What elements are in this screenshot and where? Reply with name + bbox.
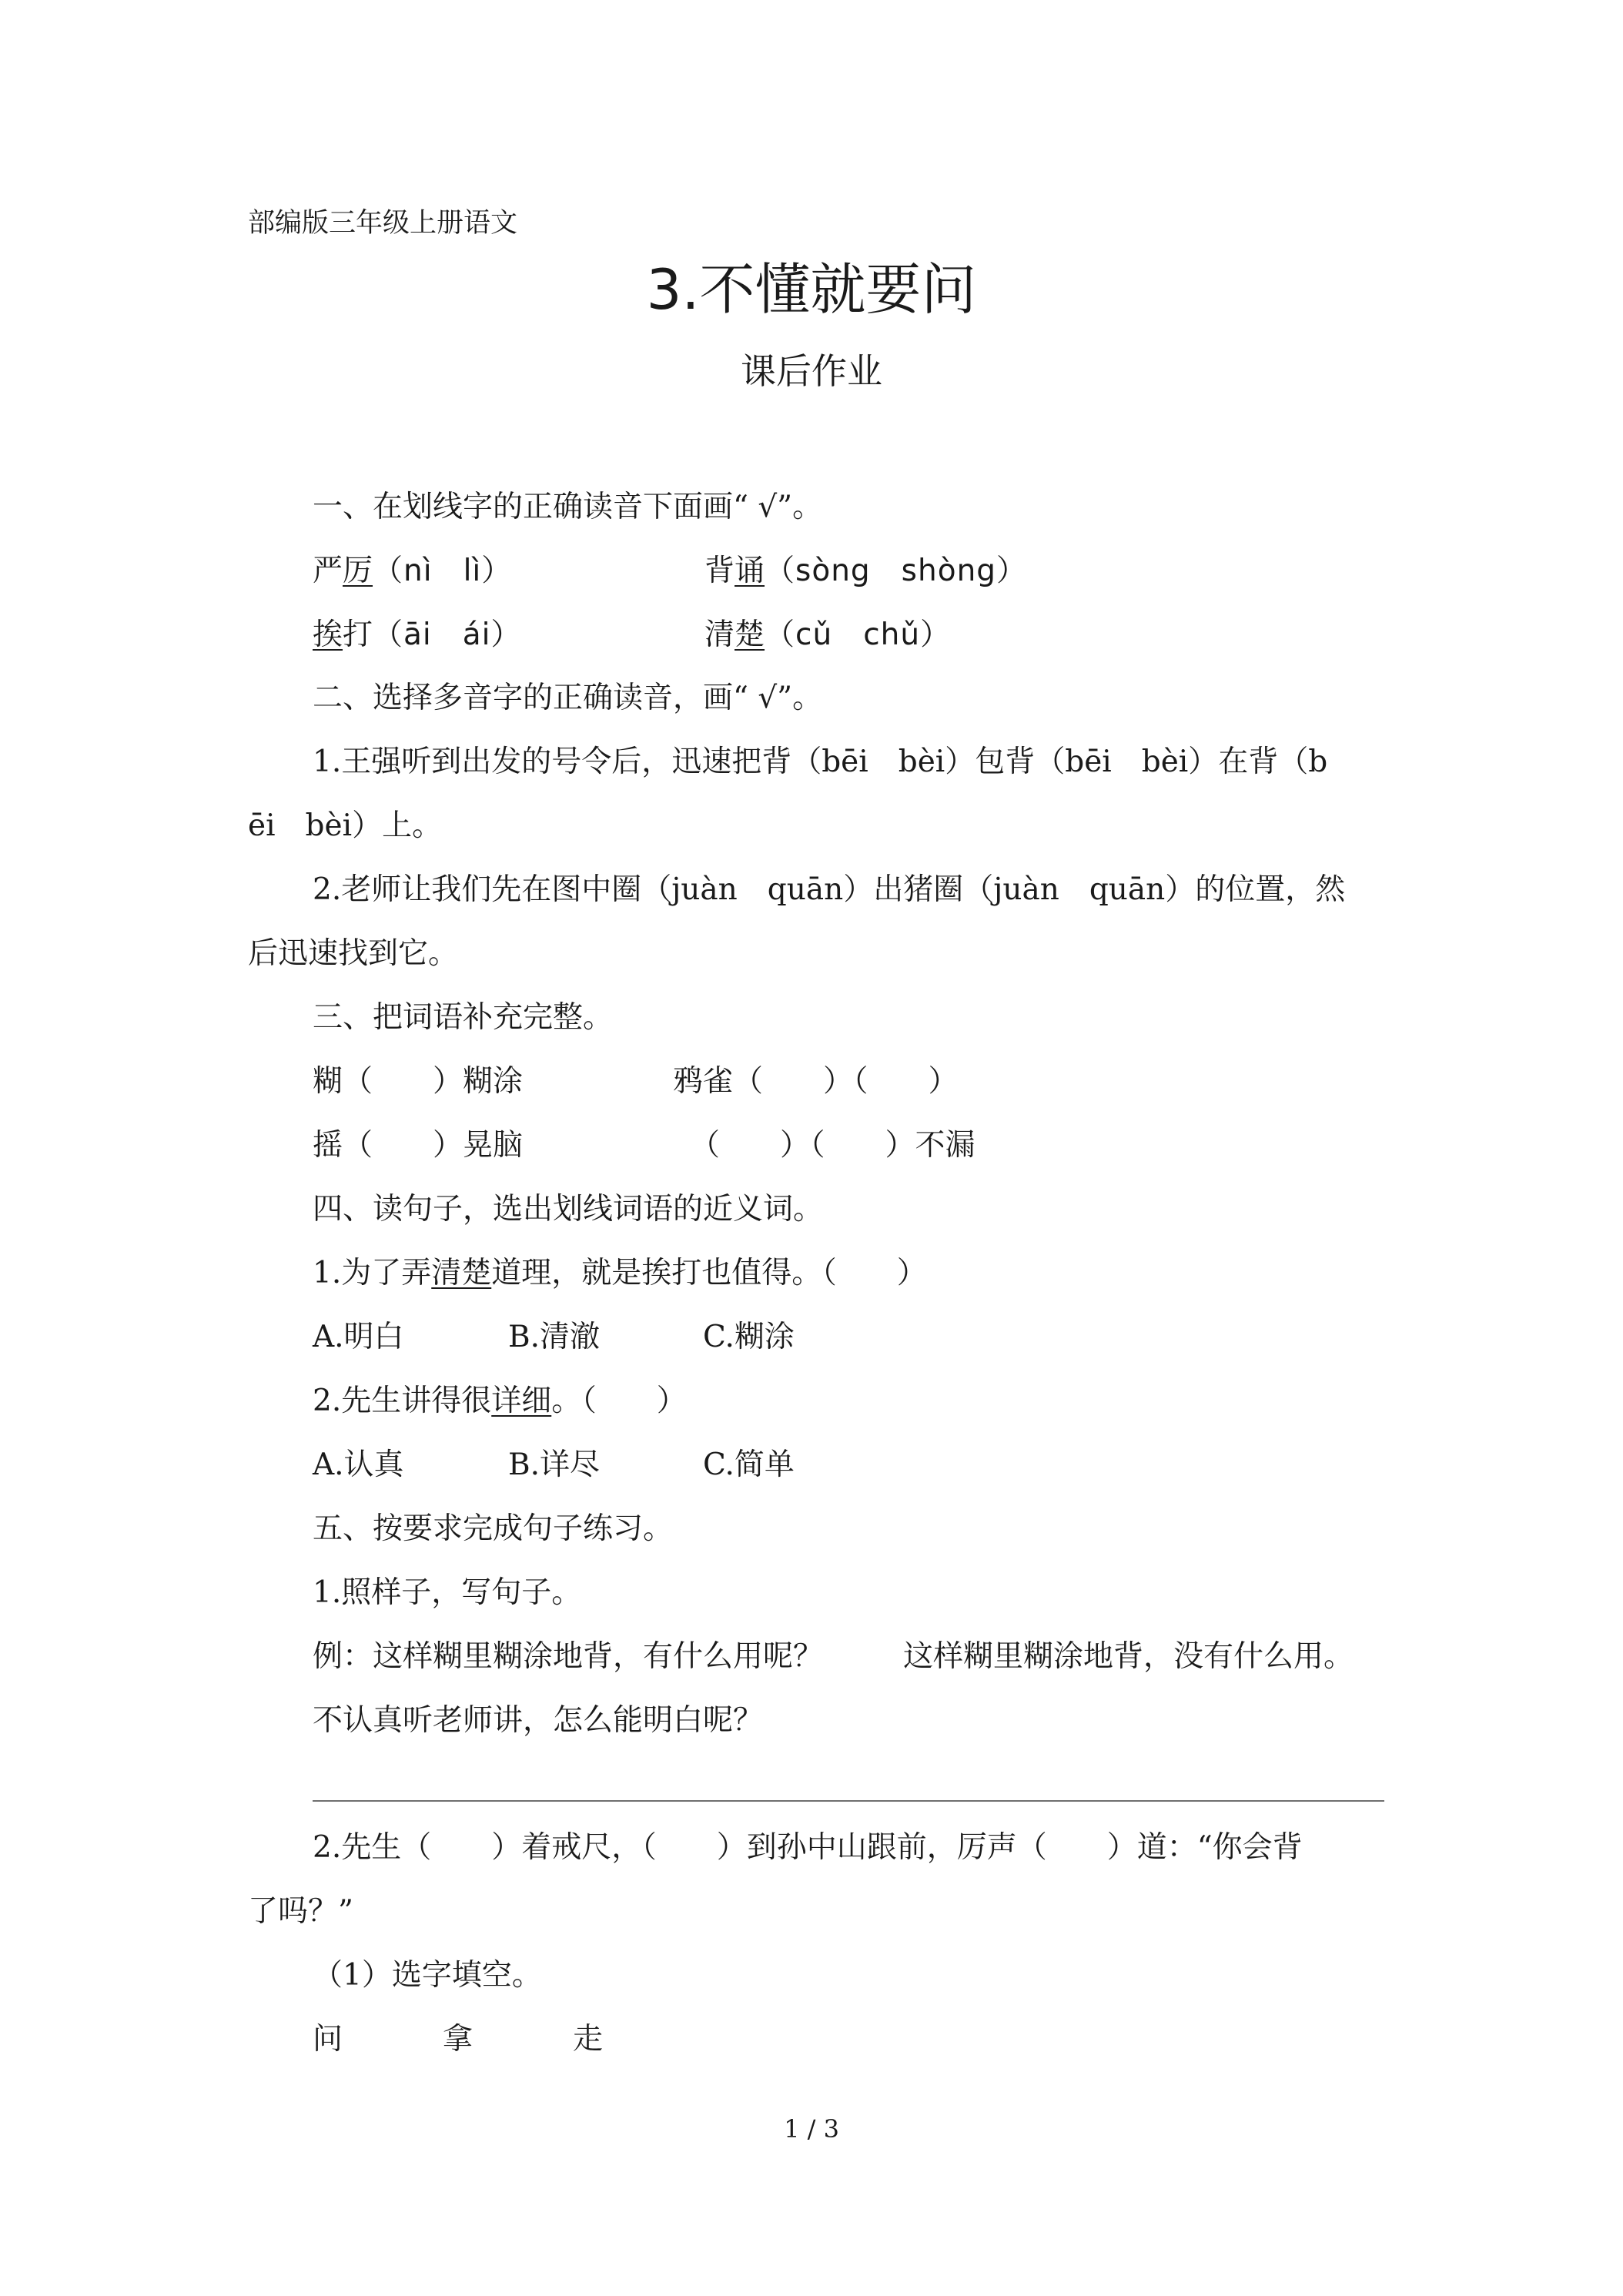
s4-question-1 xyxy=(313,1255,927,1292)
s1-item-2 xyxy=(704,553,1027,590)
s1-item-2-prefix: 背 xyxy=(704,554,735,588)
s1-item-3-suffix: 打 xyxy=(343,618,373,652)
s1-item-4-prefix: 清 xyxy=(704,618,735,652)
choice-word: 问 xyxy=(313,2022,343,2057)
s1-item-1-prefix: 严 xyxy=(313,554,343,588)
s1-item-2-underlined-char: 诵 xyxy=(735,554,765,588)
s4-q2-option-b: B.详尽 xyxy=(508,1448,601,1482)
section-4-heading: 四、读句子，选出划线词语的近义词。 xyxy=(313,1192,824,1227)
s5-example-question: 例：这样糊里糊涂地背，有什么用呢？ xyxy=(313,1639,824,1674)
s5-question-2-line-1: 2.先生（ ）着戒尺，（ ）到孙中山跟前，厉声（ ）道：“你会背 xyxy=(313,1830,1303,1865)
s4-question-2 xyxy=(313,1383,687,1420)
s1-item-3-pinyin: （āi ái） xyxy=(373,618,522,652)
s2-question-1-line-1: 1.王强听到出发的号令后，迅速把背（bēi bèi）包背（bēi bèi）在背（b xyxy=(313,745,1328,779)
section-5-heading: 五、按要求完成句子练习。 xyxy=(313,1511,674,1546)
s4-q1-text-after: 道理，就是挨打也值得。（ ） xyxy=(491,1256,927,1290)
s1-item-4-pinyin: （cǔ chǔ） xyxy=(765,618,952,652)
section-1-heading: 一、在划线字的正确读音下面画“ √”。 xyxy=(313,490,823,524)
answer-line[interactable] xyxy=(313,1800,1384,1802)
s5-question-1: 1.照样子，写句子。 xyxy=(313,1575,582,1610)
s4-q2-option-a: A.认真 xyxy=(313,1448,404,1482)
s1-item-3 xyxy=(313,617,522,654)
s1-item-1 xyxy=(313,553,512,590)
page-title: 3.不懂就要问 xyxy=(646,257,977,322)
series-header: 部编版三年级上册语文 xyxy=(248,208,518,239)
s4-q1-option-b: B.清澈 xyxy=(508,1320,601,1354)
s4-q1-text-before: 1.为了弄 xyxy=(313,1256,432,1290)
s1-item-4-underlined-char: 楚 xyxy=(735,618,765,652)
s3-item-3: 摇（ ）晃脑 xyxy=(313,1128,524,1163)
s1-item-2-pinyin: （sòng shòng） xyxy=(765,554,1028,588)
s3-item-4: （ ）（ ）不漏 xyxy=(690,1128,975,1163)
section-2-heading: 二、选择多音字的正确读音，画“ √”。 xyxy=(313,681,823,715)
s2-question-2-line-1: 2.老师让我们先在图中圈（juàn quān）出猪圈（juàn quān）的位置，然 xyxy=(313,872,1346,907)
choice-word: 拿 xyxy=(443,2022,474,2057)
s4-q1-option-a: A.明白 xyxy=(313,1320,404,1354)
s2-question-2-line-2: 后迅速找到它。 xyxy=(248,936,459,971)
choice-word: 走 xyxy=(573,2022,604,2057)
s1-item-1-underlined-char: 厉 xyxy=(343,554,373,588)
s4-q1-underlined-word: 清楚 xyxy=(431,1256,492,1290)
section-3-heading: 三、把词语补充完整。 xyxy=(313,1000,614,1035)
s1-item-3-underlined-char: 挨 xyxy=(313,618,343,652)
s5-q2-subquestion-1: （1）选字填空。 xyxy=(313,1958,542,1993)
s4-q2-text-after: 。（ ） xyxy=(551,1384,687,1418)
page-subtitle: 课后作业 xyxy=(741,350,882,392)
s1-item-1-pinyin: （nì lì） xyxy=(373,554,513,588)
s4-q2-option-c: C.简单 xyxy=(703,1448,795,1482)
s4-q2-text-before: 2.先生讲得很 xyxy=(313,1384,492,1418)
s2-question-1-line-2: ēi bèi）上。 xyxy=(248,808,443,843)
s3-item-2: 鸦雀（ ）（ ） xyxy=(673,1064,959,1099)
s1-item-4 xyxy=(704,617,951,654)
s5-question-2-line-2: 了吗？” xyxy=(248,1894,353,1929)
s4-q2-underlined-word: 详细 xyxy=(491,1384,552,1418)
s3-item-1: 糊（ ）糊涂 xyxy=(313,1064,524,1099)
s4-q1-option-c: C.糊涂 xyxy=(703,1320,795,1354)
s5-prompt-sentence: 不认真听老师讲，怎么能明白呢？ xyxy=(313,1703,764,1738)
page-number: 1 / 3 xyxy=(784,2114,839,2144)
s5-example-answer: 这样糊里糊涂地背，没有什么用。 xyxy=(903,1639,1354,1674)
